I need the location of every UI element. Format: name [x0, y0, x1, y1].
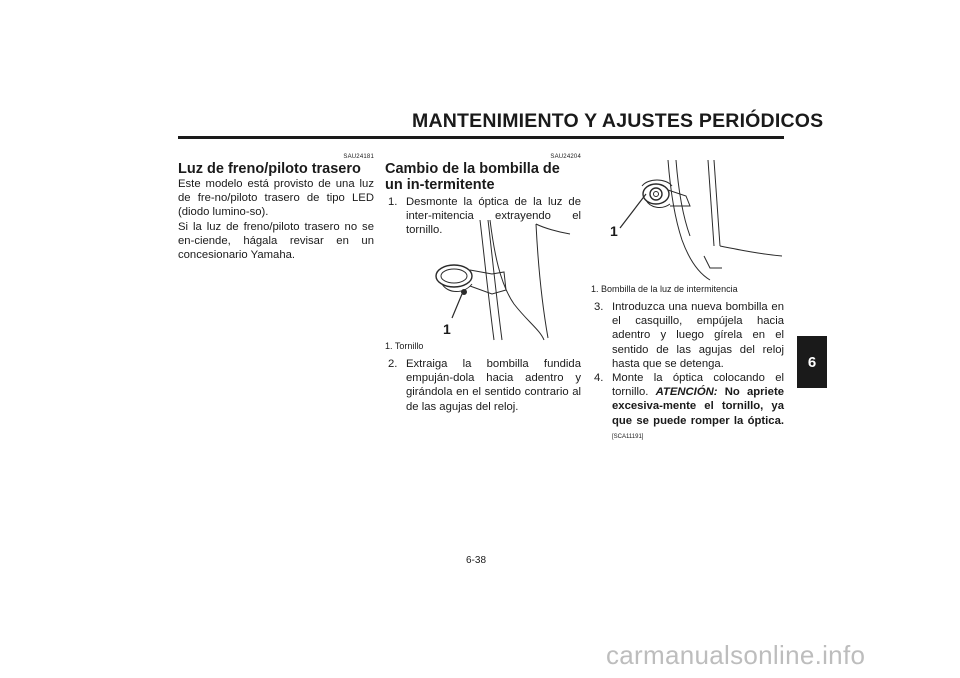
step-3	[591, 300, 784, 371]
paragraph: Este modelo está provisto de una luz de fre-no/piloto trasero de tipo LED (diodo lumino-so).	[178, 178, 374, 219]
column-turn-signal-continued	[385, 357, 581, 414]
step-text: Introduzca una nueva bombilla en el casquillo, empújela hacia adentro y luego gírela en el sentido de las agujas del reloj hasta que se detenga.	[612, 301, 784, 370]
step-2	[385, 357, 581, 414]
watermark: carmanualsonline.info	[606, 640, 866, 670]
step-4	[591, 371, 784, 444]
paragraph: Si la luz de freno/piloto trasero no se en-ciende, hágala revisar en un concesionario Yamaha.	[178, 220, 374, 262]
warning-code: [SCA11191]	[612, 433, 644, 440]
page-header-title: MANTENIMIENTO Y AJUSTES PERIÓDICOS	[412, 110, 824, 132]
warning-label: ATENCIÓN:	[655, 386, 718, 399]
figure-callout-label: 1	[443, 321, 451, 337]
turn-signal-bulb-figure	[590, 156, 785, 282]
figure-caption: 1. Tornillo	[385, 341, 424, 351]
column-bulb-steps	[591, 300, 784, 444]
step-text	[612, 371, 784, 444]
section-heading: Luz de freno/piloto trasero	[178, 161, 361, 177]
header-rule	[178, 136, 784, 139]
step-number: 2.	[388, 358, 398, 370]
step-number: 4.	[594, 372, 604, 385]
step-number: 3.	[594, 301, 604, 313]
figure-caption: 1. Bombilla de la luz de intermitencia	[591, 284, 738, 294]
column-brake-light	[178, 153, 374, 262]
section-code: SAU24204	[550, 154, 581, 160]
page-number: 6-38	[466, 555, 487, 566]
step-text-main: Monte la óptica colocando el tornillo.	[612, 372, 784, 399]
warning-text: No apriete excesiva-mente el tornillo, ya que se puede romper la óptica.	[612, 386, 785, 427]
step-text: Extraiga la bombilla fundida empuján-dola hacia adentro y girándola en el sentido contrario al de las agujas del reloj.	[406, 358, 581, 413]
figure-callout-label: 1	[610, 223, 618, 239]
turn-signal-screw-figure	[418, 214, 583, 342]
step-text: Desmonte la óptica de la luz de inter-mitencia extrayendo el tornillo.	[406, 196, 581, 237]
step-number: 1.	[388, 196, 398, 208]
section-code: SAU24181	[343, 154, 374, 160]
chapter-tab: 6	[797, 336, 827, 388]
section-heading: Cambio de la bombilla de un in-termitente	[385, 161, 560, 193]
